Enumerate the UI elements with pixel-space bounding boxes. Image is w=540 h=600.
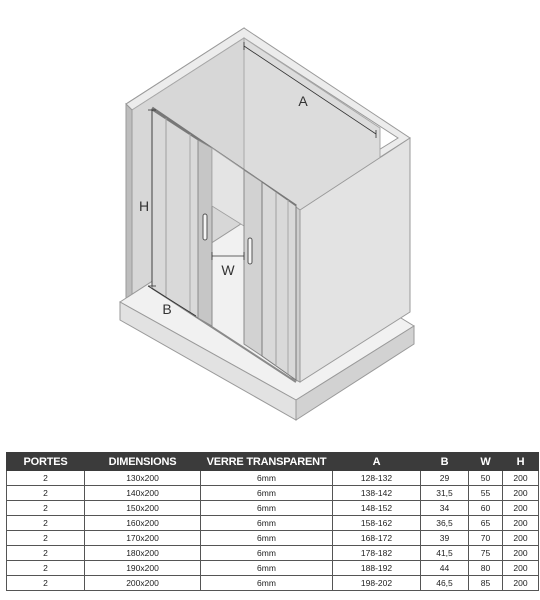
cell-w: 80 <box>469 561 503 576</box>
cell-a: 148-152 <box>333 501 421 516</box>
cell-a: 178-182 <box>333 546 421 561</box>
cell-verre: 6mm <box>201 561 333 576</box>
cell-verre: 6mm <box>201 546 333 561</box>
cell-verre: 6mm <box>201 471 333 486</box>
cell-dimensions: 180x200 <box>85 546 201 561</box>
cell-b: 41,5 <box>421 546 469 561</box>
table-row <box>7 561 539 576</box>
table-row <box>7 501 539 516</box>
cell-h: 200 <box>503 516 539 531</box>
header-a: A <box>333 453 421 471</box>
cell-verre: 6mm <box>201 531 333 546</box>
header-h: H <box>503 453 539 471</box>
header-portes: PORTES <box>7 453 85 471</box>
cell-h: 200 <box>503 576 539 591</box>
cell-h: 200 <box>503 546 539 561</box>
cell-dimensions: 130x200 <box>85 471 201 486</box>
table-row <box>7 516 539 531</box>
cell-verre: 6mm <box>201 486 333 501</box>
cell-portes: 2 <box>7 546 85 561</box>
cell-w: 75 <box>469 546 503 561</box>
header-dimensions: DIMENSIONS <box>85 453 201 471</box>
header-w: W <box>469 453 503 471</box>
cell-dimensions: 170x200 <box>85 531 201 546</box>
cell-b: 34 <box>421 501 469 516</box>
cell-a: 198-202 <box>333 576 421 591</box>
left-wall-edge <box>126 104 132 300</box>
cell-portes: 2 <box>7 471 85 486</box>
label-w: W <box>221 262 235 278</box>
table-row <box>7 486 539 501</box>
cell-w: 85 <box>469 576 503 591</box>
table-row <box>7 546 539 561</box>
label-a: A <box>298 93 308 109</box>
cell-a: 128-132 <box>333 471 421 486</box>
cell-h: 200 <box>503 561 539 576</box>
table-row <box>7 471 539 486</box>
table-body <box>7 471 539 591</box>
table-row <box>7 531 539 546</box>
table-header-row <box>7 453 539 471</box>
dimensions-table <box>6 452 539 591</box>
cell-b: 31,5 <box>421 486 469 501</box>
cell-dimensions: 150x200 <box>85 501 201 516</box>
cell-verre: 6mm <box>201 516 333 531</box>
cell-a: 188-192 <box>333 561 421 576</box>
cell-portes: 2 <box>7 531 85 546</box>
cell-a: 138-142 <box>333 486 421 501</box>
cell-portes: 2 <box>7 576 85 591</box>
cell-b: 36,5 <box>421 516 469 531</box>
cell-portes: 2 <box>7 516 85 531</box>
cell-h: 200 <box>503 531 539 546</box>
cell-portes: 2 <box>7 486 85 501</box>
cell-a: 158-162 <box>333 516 421 531</box>
label-h: H <box>138 198 150 214</box>
cell-h: 200 <box>503 486 539 501</box>
header-verre: VERRE TRANSPARENT <box>201 453 333 471</box>
cell-w: 55 <box>469 486 503 501</box>
label-b: B <box>162 301 172 317</box>
cell-verre: 6mm <box>201 501 333 516</box>
cell-dimensions: 160x200 <box>85 516 201 531</box>
door-handle-right <box>248 238 252 264</box>
cell-verre: 6mm <box>201 576 333 591</box>
header-b: B <box>421 453 469 471</box>
cell-portes: 2 <box>7 501 85 516</box>
cell-b: 29 <box>421 471 469 486</box>
cell-w: 65 <box>469 516 503 531</box>
cell-w: 70 <box>469 531 503 546</box>
cell-dimensions: 200x200 <box>85 576 201 591</box>
cell-h: 200 <box>503 501 539 516</box>
cell-h: 200 <box>503 471 539 486</box>
cell-w: 60 <box>469 501 503 516</box>
cell-b: 39 <box>421 531 469 546</box>
cell-dimensions: 140x200 <box>85 486 201 501</box>
cell-a: 168-172 <box>333 531 421 546</box>
table-row <box>7 576 539 591</box>
cell-dimensions: 190x200 <box>85 561 201 576</box>
cell-b: 44 <box>421 561 469 576</box>
cell-b: 46,5 <box>421 576 469 591</box>
cell-w: 50 <box>469 471 503 486</box>
door-handle-left <box>203 214 207 240</box>
cell-portes: 2 <box>7 561 85 576</box>
